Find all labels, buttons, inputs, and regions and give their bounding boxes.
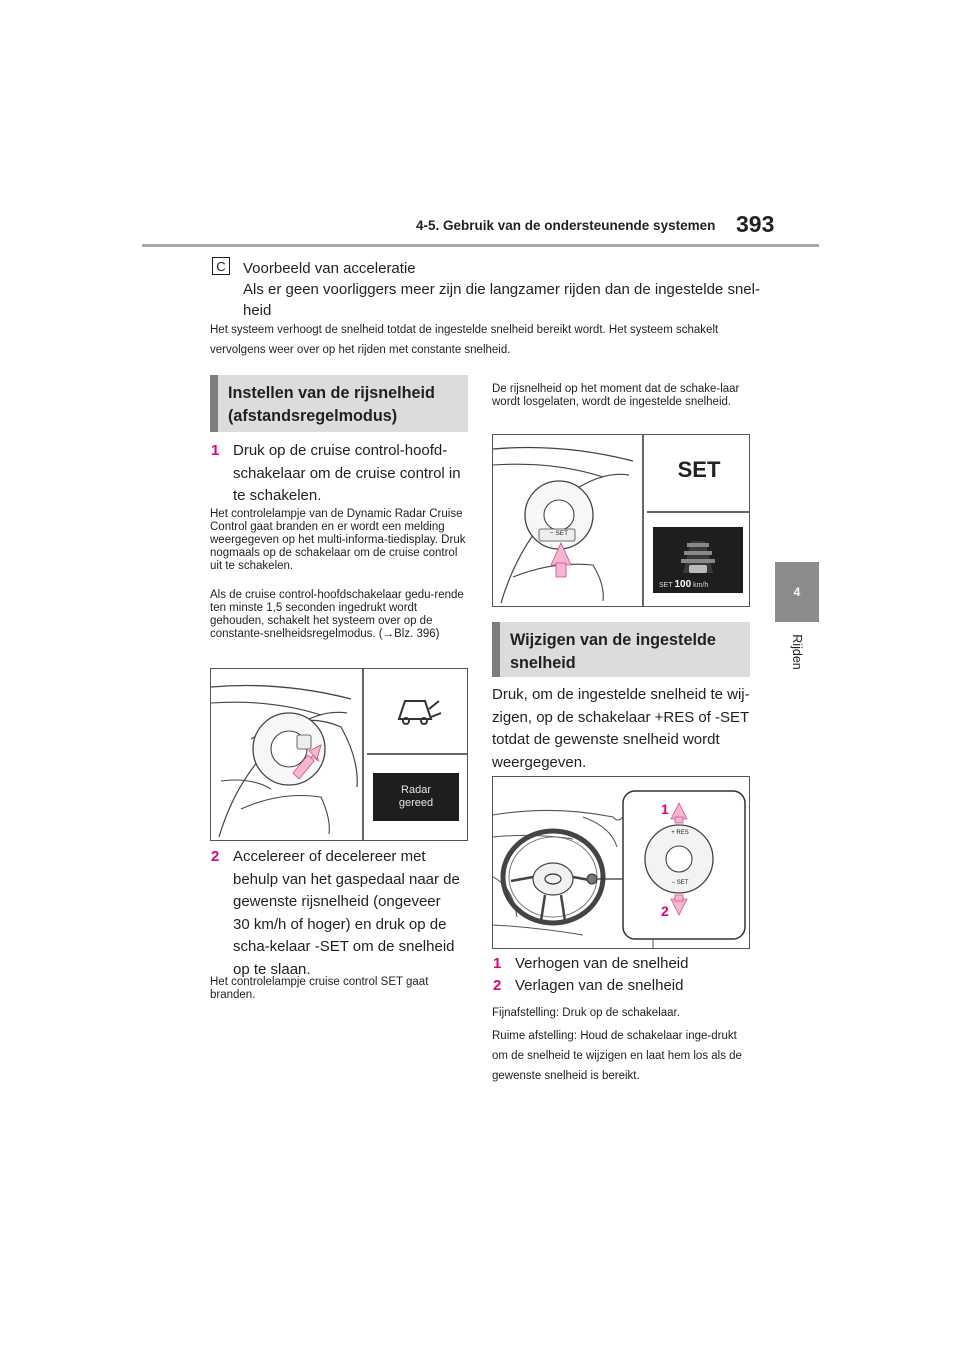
speed-readout <box>659 579 739 590</box>
example-marker: C <box>212 257 230 275</box>
figure-res-set-switch <box>492 776 750 949</box>
intro-line2: Als er geen voorliggers meer zijn die langzamer rijden dan de ingestelde snel-heid <box>243 281 760 319</box>
list-item-decrease <box>493 975 749 997</box>
step-2 <box>211 846 461 982</box>
section-title: 4-5. Gebruik van de ondersteunende systemen <box>416 218 716 233</box>
display-line-2: gereed <box>398 797 434 809</box>
speed-unit: km/h <box>693 582 709 589</box>
callout-1: 1 <box>661 801 669 817</box>
callout-2: 2 <box>661 903 669 919</box>
set-switch-label: − SET <box>549 530 569 537</box>
heading-change-speed: Wijzigen van de ingestelde snelheid <box>492 622 750 677</box>
chapter-tab-number: 4 <box>775 562 819 622</box>
step-2-number: 2 <box>211 848 220 865</box>
step-1-note-2: Als de cruise control-hoofdschakelaar gedu-rende ten minste 1,5 seconden ingedrukt wordt gehouden, schakelt het systeem over op de constante-snelheidsregelmodus. (→Blz. 396) <box>210 589 464 640</box>
change-speed-body: Druk, om de ingestelde snelheid te wij-zigen, op de schakelaar +RES of -SET totdat de gewenste snelheid wordt weergegeven. <box>492 686 750 771</box>
set-display-title: SET <box>677 457 721 482</box>
cockpit-illustration <box>493 777 749 948</box>
list-item-number: 1 <box>493 955 502 972</box>
step-1-text: Druk op de cruise control-hoofd-schakelaar om de cruise control in te schakelen. <box>233 442 461 505</box>
speed-prefix: SET <box>659 582 673 589</box>
list-item-number: 2 <box>493 977 502 994</box>
step-1 <box>211 440 461 508</box>
figure-main-switch <box>210 668 468 841</box>
display-line-1: Radar <box>401 784 431 796</box>
set-speed-note: De rijsnelheid op het moment dat de schake-laar wordt losgelaten, wordt de ingestelde snelheid. <box>492 383 740 408</box>
set-label: − SET <box>671 880 689 886</box>
list-item-increase <box>493 953 749 975</box>
step-1-note-1: Het controlelampje van de Dynamic Radar Cruise Control gaat branden en er wordt een melding weergegeven op het multi-informa-tiedisplay. Druk nogmaals op de schakelaar om de cruise control uit te schakelen. <box>210 508 466 572</box>
chapter-tab-label: Rijden <box>790 634 804 670</box>
intro-note: Het systeem verhoogt de snelheid totdat de ingestelde snelheid bereikt wordt. Het systeem schakelt vervolgens weer over op het rijden met constante snelheid. <box>210 324 719 356</box>
intro-text <box>243 258 763 321</box>
header-rule <box>142 244 819 247</box>
page-number: 393 <box>736 211 775 237</box>
speed-value: 100 <box>674 579 692 590</box>
figure-set-switch <box>492 434 750 607</box>
res-label: + RES <box>671 830 689 836</box>
fine-adjust-note: Fijnafstelling: Druk op de schakelaar. <box>492 1007 680 1019</box>
intro-line1: Voorbeeld van acceleratie <box>243 260 416 277</box>
step-2-text: Accelereer of decelereer met behulp van het gaspedaal naar de gewenste rijsnelheid (ongeveer 30 km/h of hoger) en druk op de scha-kelaar -SET om de snelheid op te slaan. <box>233 848 460 978</box>
list-item-text: Verlagen van de snelheid <box>515 977 684 994</box>
coarse-adjust-note: Ruime afstelling: Houd de schakelaar inge-drukt om de snelheid te wijzigen en laat hem los als de gewenste snelheid is bereikt. <box>492 1030 742 1082</box>
step-1-number: 1 <box>211 442 220 459</box>
list-item-text: Verhogen van de snelheid <box>515 955 689 972</box>
chapter-tab <box>775 622 819 682</box>
heading-set-speed: Instellen van de rijsnelheid (afstandsregelmodus) <box>210 375 468 432</box>
radar-cruise-icon <box>399 701 441 724</box>
radar-ready-display <box>373 773 459 821</box>
step-2-note: Het controlelampje cruise control SET gaat branden. <box>210 976 429 1001</box>
